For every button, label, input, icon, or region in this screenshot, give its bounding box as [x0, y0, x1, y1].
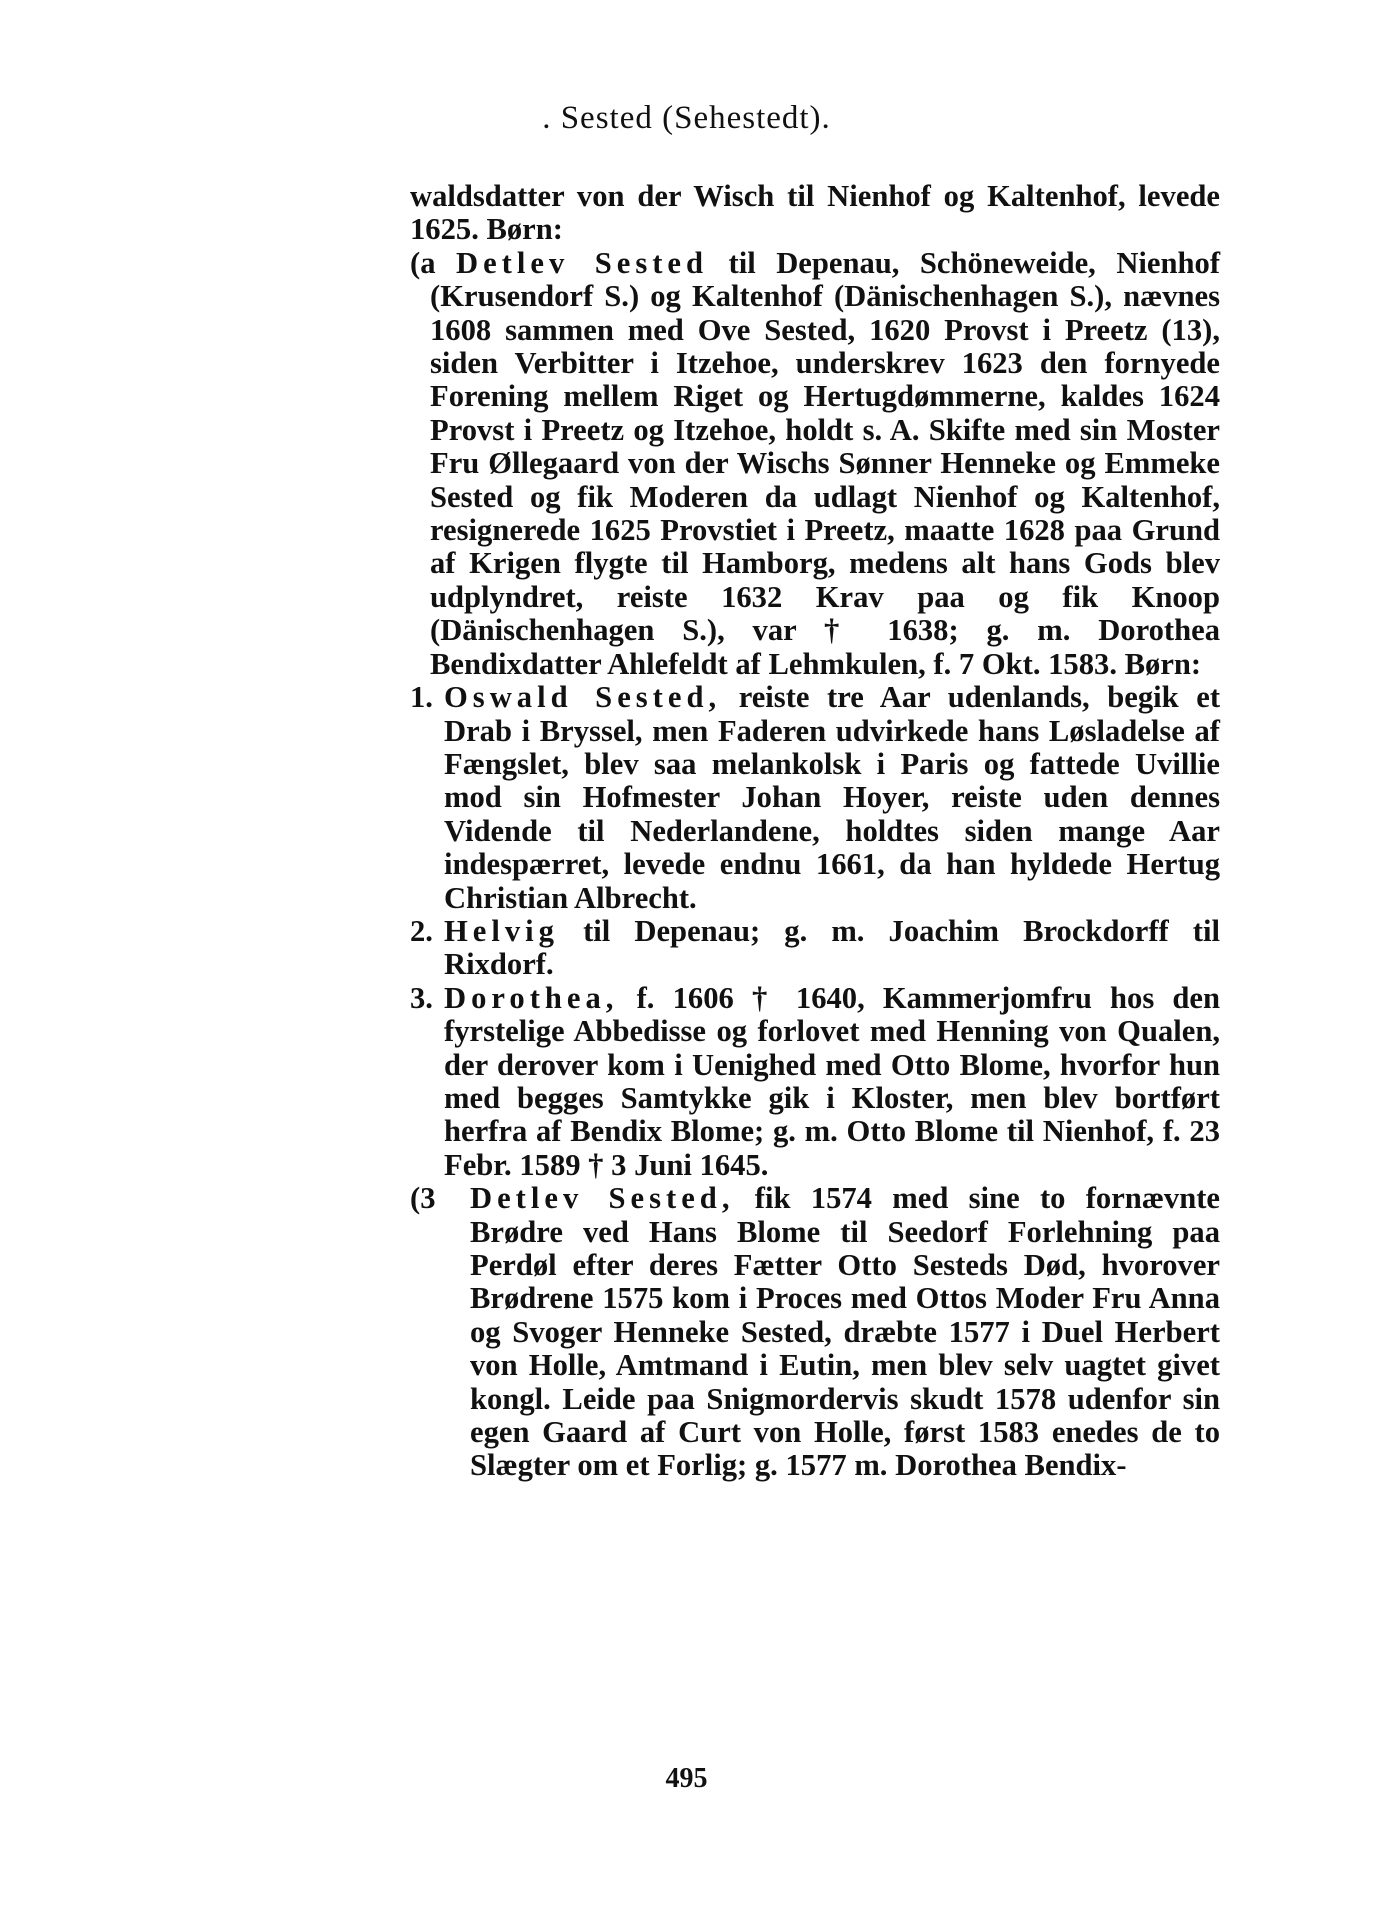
- entry-a-name: Detlev Sested: [456, 245, 709, 280]
- page-number: 495: [665, 1763, 708, 1794]
- child-entry-3: [410, 982, 1220, 1182]
- page-header: . Sested (Sehestedt).: [542, 100, 831, 136]
- entry-a-marker: (a: [410, 245, 436, 280]
- child-number: 3.: [410, 980, 433, 1015]
- child-number: 1.: [410, 680, 433, 715]
- child-text: til Depenau; g. m. Joachim Brockdorff til Rixdorf.: [444, 913, 1220, 982]
- child-name: Helvig: [444, 913, 559, 948]
- entry-3-text: fik 1574 med sine to fornævnte Brødre ved Hans Blome til Seedorf Forlehning paa Perdøl efter deres Fætter Otto Sesteds Død, hvorover Brødrene 1575 kom i Proces med Ottos Moder Fru Anna og Svoger Henneke Sested, dræbte 1577 i Duel Herbert von Holle, Amtmand i Eutin, men blev selv uagtet givet kongl. Leide paa Snigmordervis skudt 1578 udenfor sin egen Gaard af Curt von Holle, først 1583 enedes de to Slægter om et Forlig; g. 1577 m. Dorothea Bendix-: [470, 1181, 1220, 1483]
- child-number: 2.: [410, 913, 433, 948]
- entry-3: [410, 1182, 1220, 1483]
- entry-3-name: Detlev Sested,: [470, 1181, 735, 1216]
- child-text: f. 1606 † 1640, Kammerjomfru hos den fyrstelige Abbedisse og forlovet med Henning von Qualen, der derover kom i Uenighed med Otto Blome, hvorfor hun med begges Samtykke gik i Kloster, men blev bortført herfra af Bendix Blome; g. m. Otto Blome til Nienhof, f. 23 Febr. 1589 † 3 Juni 1645.: [444, 980, 1220, 1182]
- child-entry-1: [410, 681, 1220, 915]
- entry-a-text: til Depenau, Schöneweide, Nienhof (Krusendorf S.) og Kaltenhof (Dänischenhagen S.), nævnes 1608 sammen med Ove Sested, 1620 Provst i Preetz (13), siden Verbitter i Itzehoe, underskrev 1623 den fornyede Forening mellem Riget og Hertugdømmerne, kaldes 1624 Provst i Preetz og Itzehoe, holdt s. A. Skifte med sin Moster Fru Øllegaard von der Wischs Sønner Henneke og Emmeke Sested og fik Moderen da udlagt Nienhof og Kaltenhof, resignerede 1625 Provstiet i Preetz, maatte 1628 paa Grund af Krigen flygte til Hamborg, medens alt hans Gods blev udplyndret, reiste 1632 Krav paa og fik Knoop (Dänischenhagen S.), var † 1638; g. m. Dorothea Bendixdatter Ahlefeldt af Lehmkulen, f. 7 Okt. 1583. Børn:: [430, 245, 1221, 681]
- child-text: reiste tre Aar udenlands, begik et Drab i Bryssel, men Faderen udvirkede hans Løsladelse af Fængslet, blev saa melankolsk i Paris og fattede Uvillie mod sin Hofmester Johan Hoyer, reiste uden dennes Vidende til Nederlandene, holdtes siden mange Aar indespærret, levede endnu 1661, da han hyldede Hertug Christian Albrecht.: [444, 680, 1221, 915]
- entry-3-marker: (3: [410, 1181, 436, 1216]
- intro-paragraph: waldsdatter von der Wisch til Nienhof og Kaltenhof, levede 1625. Børn:: [410, 179, 1220, 247]
- child-name: Oswald Sested,: [444, 680, 722, 715]
- child-entry-2: [410, 915, 1220, 982]
- page-body: [410, 180, 1220, 1483]
- entry-a: [410, 247, 1220, 681]
- child-name: Dorothea,: [444, 980, 619, 1015]
